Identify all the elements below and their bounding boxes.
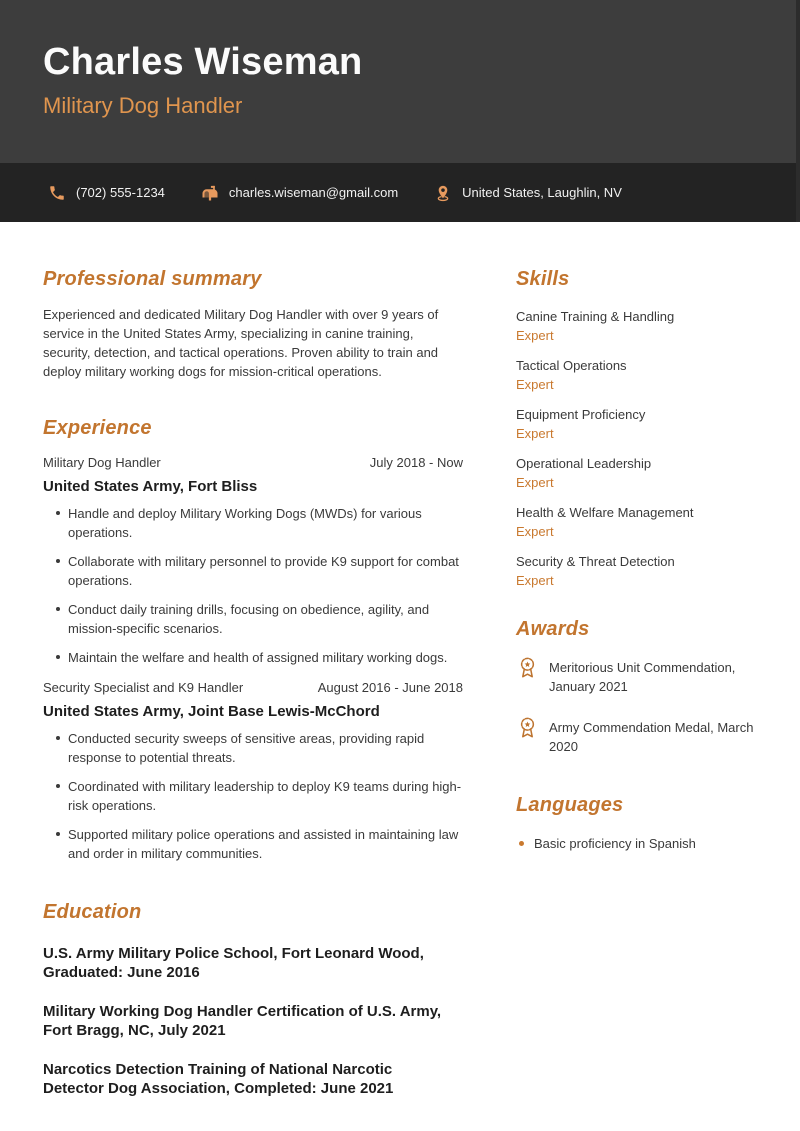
skill-name: Security & Threat Detection bbox=[516, 554, 675, 569]
contact-email bbox=[201, 184, 398, 202]
skill-name: Canine Training & Handling bbox=[516, 309, 675, 324]
job-employer: United States Army, Fort Bliss bbox=[43, 478, 258, 495]
job-bullet bbox=[43, 825, 463, 863]
skill-name: Equipment Proficiency bbox=[516, 407, 646, 422]
job-bullet bbox=[43, 552, 463, 590]
language-text: Basic proficiency in Spanish bbox=[534, 836, 696, 851]
mailbox-icon bbox=[201, 184, 219, 202]
medal-icon bbox=[516, 656, 539, 679]
bullet-text: Conduct daily training drills, focusing on obedience, agility, and mission-specific scenarios. bbox=[68, 602, 430, 636]
section-heading-languages: Languages bbox=[516, 794, 624, 816]
skill-level: Expert bbox=[516, 377, 554, 392]
job-entry bbox=[43, 680, 463, 863]
skill-list bbox=[516, 307, 760, 590]
phone-number: (702) 555-1234 bbox=[76, 185, 165, 200]
job-header bbox=[43, 680, 463, 695]
skill-item bbox=[516, 356, 760, 394]
contact-location bbox=[434, 184, 622, 202]
location-text: United States, Laughlin, NV bbox=[462, 185, 622, 200]
job-title: Military Dog Handler bbox=[43, 92, 243, 118]
bullet-dot bbox=[56, 784, 60, 788]
bullet-dot bbox=[519, 841, 524, 846]
job-position: Security Specialist and K9 Handler bbox=[43, 680, 244, 695]
job-bullet bbox=[43, 600, 463, 638]
bullet-dot bbox=[56, 655, 60, 659]
skill-item bbox=[516, 503, 760, 541]
job-employer: United States Army, Joint Base Lewis-McChord bbox=[43, 703, 380, 720]
skill-name: Tactical Operations bbox=[516, 358, 627, 373]
education-item: Military Working Dog Handler Certification of U.S. Army, Fort Bragg, NC, July 2021 bbox=[43, 1003, 442, 1039]
job-bullet bbox=[43, 777, 463, 815]
job-dates: August 2016 - June 2018 bbox=[317, 680, 463, 695]
skill-level: Expert bbox=[516, 524, 554, 539]
job-bullet bbox=[43, 729, 463, 767]
location-pin-icon bbox=[434, 184, 452, 202]
skill-level: Expert bbox=[516, 573, 554, 588]
job-bullet bbox=[43, 648, 463, 667]
section-heading-experience: Experience bbox=[43, 417, 152, 439]
section-heading-skills: Skills bbox=[516, 268, 570, 290]
skill-item bbox=[516, 307, 760, 345]
medal-icon bbox=[516, 716, 539, 739]
bullet-dot bbox=[56, 559, 60, 563]
summary-text: Experienced and dedicated Military Dog Handler with over 9 years of service in the United States Army, specializing in canine training, security, detection, and tactical operations. Proven ability to train and deploy military working dogs for mission-critical operations. bbox=[43, 307, 439, 379]
bullet-text: Supported military police operations and assisted in maintaining law and order in military communities. bbox=[68, 827, 459, 861]
phone-icon bbox=[48, 184, 66, 202]
skill-item bbox=[516, 405, 760, 443]
job-dates: July 2018 - Now bbox=[369, 455, 463, 470]
skill-name: Health & Welfare Management bbox=[516, 505, 694, 520]
bullet-text: Handle and deploy Military Working Dogs (MWDs) for various operations. bbox=[68, 506, 422, 540]
bullet-dot bbox=[56, 736, 60, 740]
section-heading-education: Education bbox=[43, 901, 142, 923]
skill-item bbox=[516, 454, 760, 492]
skill-level: Expert bbox=[516, 426, 554, 441]
left-column bbox=[43, 268, 463, 1098]
section-heading-awards: Awards bbox=[516, 618, 590, 640]
hero-banner bbox=[0, 0, 800, 163]
email-address: charles.wiseman@gmail.com bbox=[228, 185, 399, 200]
right-column bbox=[516, 268, 760, 1098]
bullet-dot bbox=[56, 511, 60, 515]
section-heading-summary: Professional summary bbox=[43, 268, 262, 290]
job-position: Military Dog Handler bbox=[43, 455, 161, 470]
bullet-text: Collaborate with military personnel to provide K9 support for combat operations. bbox=[68, 554, 459, 588]
skill-level: Expert bbox=[516, 328, 554, 343]
bullet-text: Maintain the welfare and health of assigned military working dogs. bbox=[68, 650, 448, 665]
bullet-text: Conducted security sweeps of sensitive areas, providing rapid response to potential threats. bbox=[68, 731, 425, 765]
person-name: Charles Wiseman bbox=[43, 41, 363, 83]
skill-level: Expert bbox=[516, 475, 554, 490]
job-entry bbox=[43, 455, 463, 667]
header bbox=[0, 0, 800, 222]
award-item bbox=[516, 658, 760, 696]
job-bullet bbox=[43, 504, 463, 542]
bullet-text: Coordinated with military leadership to deploy K9 teams during high-risk operations. bbox=[68, 779, 462, 813]
bullet-dot bbox=[56, 607, 60, 611]
education-item: U.S. Army Military Police School, Fort Leonard Wood, Graduated: June 2016 bbox=[43, 945, 424, 981]
skill-name: Operational Leadership bbox=[516, 456, 652, 471]
award-item bbox=[516, 718, 760, 756]
job-header bbox=[43, 455, 463, 470]
language-item bbox=[516, 834, 760, 853]
contact-phone bbox=[48, 184, 165, 202]
contact-bar bbox=[0, 163, 800, 222]
bullet-dot bbox=[56, 832, 60, 836]
job-bullet-list bbox=[43, 729, 463, 863]
job-bullet-list bbox=[43, 504, 463, 667]
award-text: Army Commendation Medal, March 2020 bbox=[549, 720, 754, 754]
education-item: Narcotics Detection Training of National Narcotic Detector Dog Association, Completed: June 2021 bbox=[43, 1061, 394, 1097]
award-text: Meritorious Unit Commendation, January 2021 bbox=[549, 660, 736, 694]
resume-body bbox=[0, 222, 800, 1098]
skill-item bbox=[516, 552, 760, 590]
